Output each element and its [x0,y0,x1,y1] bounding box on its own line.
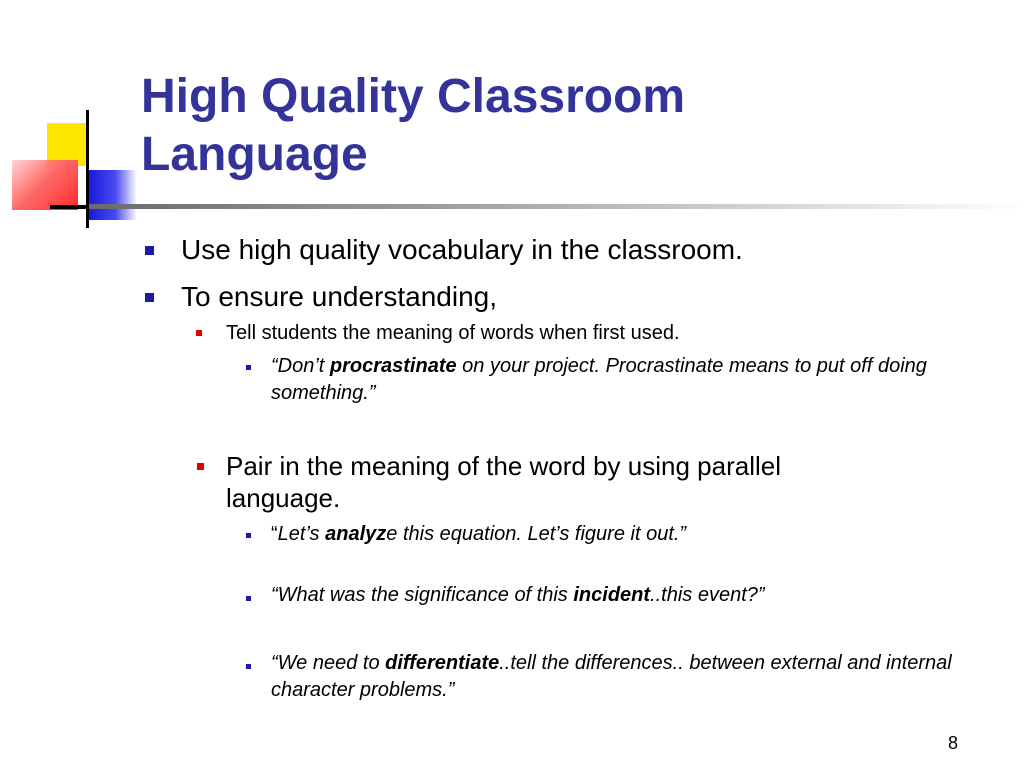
slide-title-line2: Language [141,128,368,181]
quote-open-mark: “ [271,523,278,545]
bullet-ensure-understanding: To ensure understanding, [181,281,497,312]
vertical-line-shape [86,110,89,228]
bullet-marker [246,596,251,601]
bullet-marker [197,463,204,470]
red-square-shape [12,160,78,210]
quote-text: e this equation. Let’s figure it out.” [386,523,687,545]
bullet-tell-students: Tell students the meaning of words when first used. [226,322,680,344]
title-divider [89,204,1024,209]
quote-text: Let’s [277,523,326,545]
quote-text: “We need to [271,652,386,674]
bullet-marker [246,664,251,669]
slide-page-number: 8 [948,733,959,753]
quote-text: ..tell the differences.. between external and internal character problems.” [271,652,952,701]
vocab-word-analyze: analyz [325,523,387,545]
quote-text: “What was the significance of this [271,584,574,606]
bullet-marker [196,330,202,336]
quote-incident [271,582,991,609]
bullet-marker [145,246,154,255]
blue-square-shape [89,170,137,220]
slide-title [141,68,1001,184]
quote-differentiate [271,650,971,704]
quote-procrastinate [271,353,991,407]
vocab-word-differentiate: differentiate [385,652,500,674]
bullet-marker [246,365,251,370]
bullet-marker [145,293,154,302]
bullet-marker [246,533,251,538]
quote-text: ..this event?” [650,584,765,606]
vocab-word-procrastinate: procrastinate [329,355,457,377]
bullet-use-vocabulary: Use high quality vocabulary in the classroom. [181,234,743,265]
quote-analyze [271,521,991,548]
slide-title-line1: High Quality Classroom [141,70,686,123]
quote-text: “Don’t [271,355,330,377]
quote-text: on your project. Procrastinate means to put off doing something.” [271,355,927,404]
vocab-word-incident: incident [573,584,651,606]
bullet-parallel-language: Pair in the meaning of the word by using parallel language. [226,451,781,513]
